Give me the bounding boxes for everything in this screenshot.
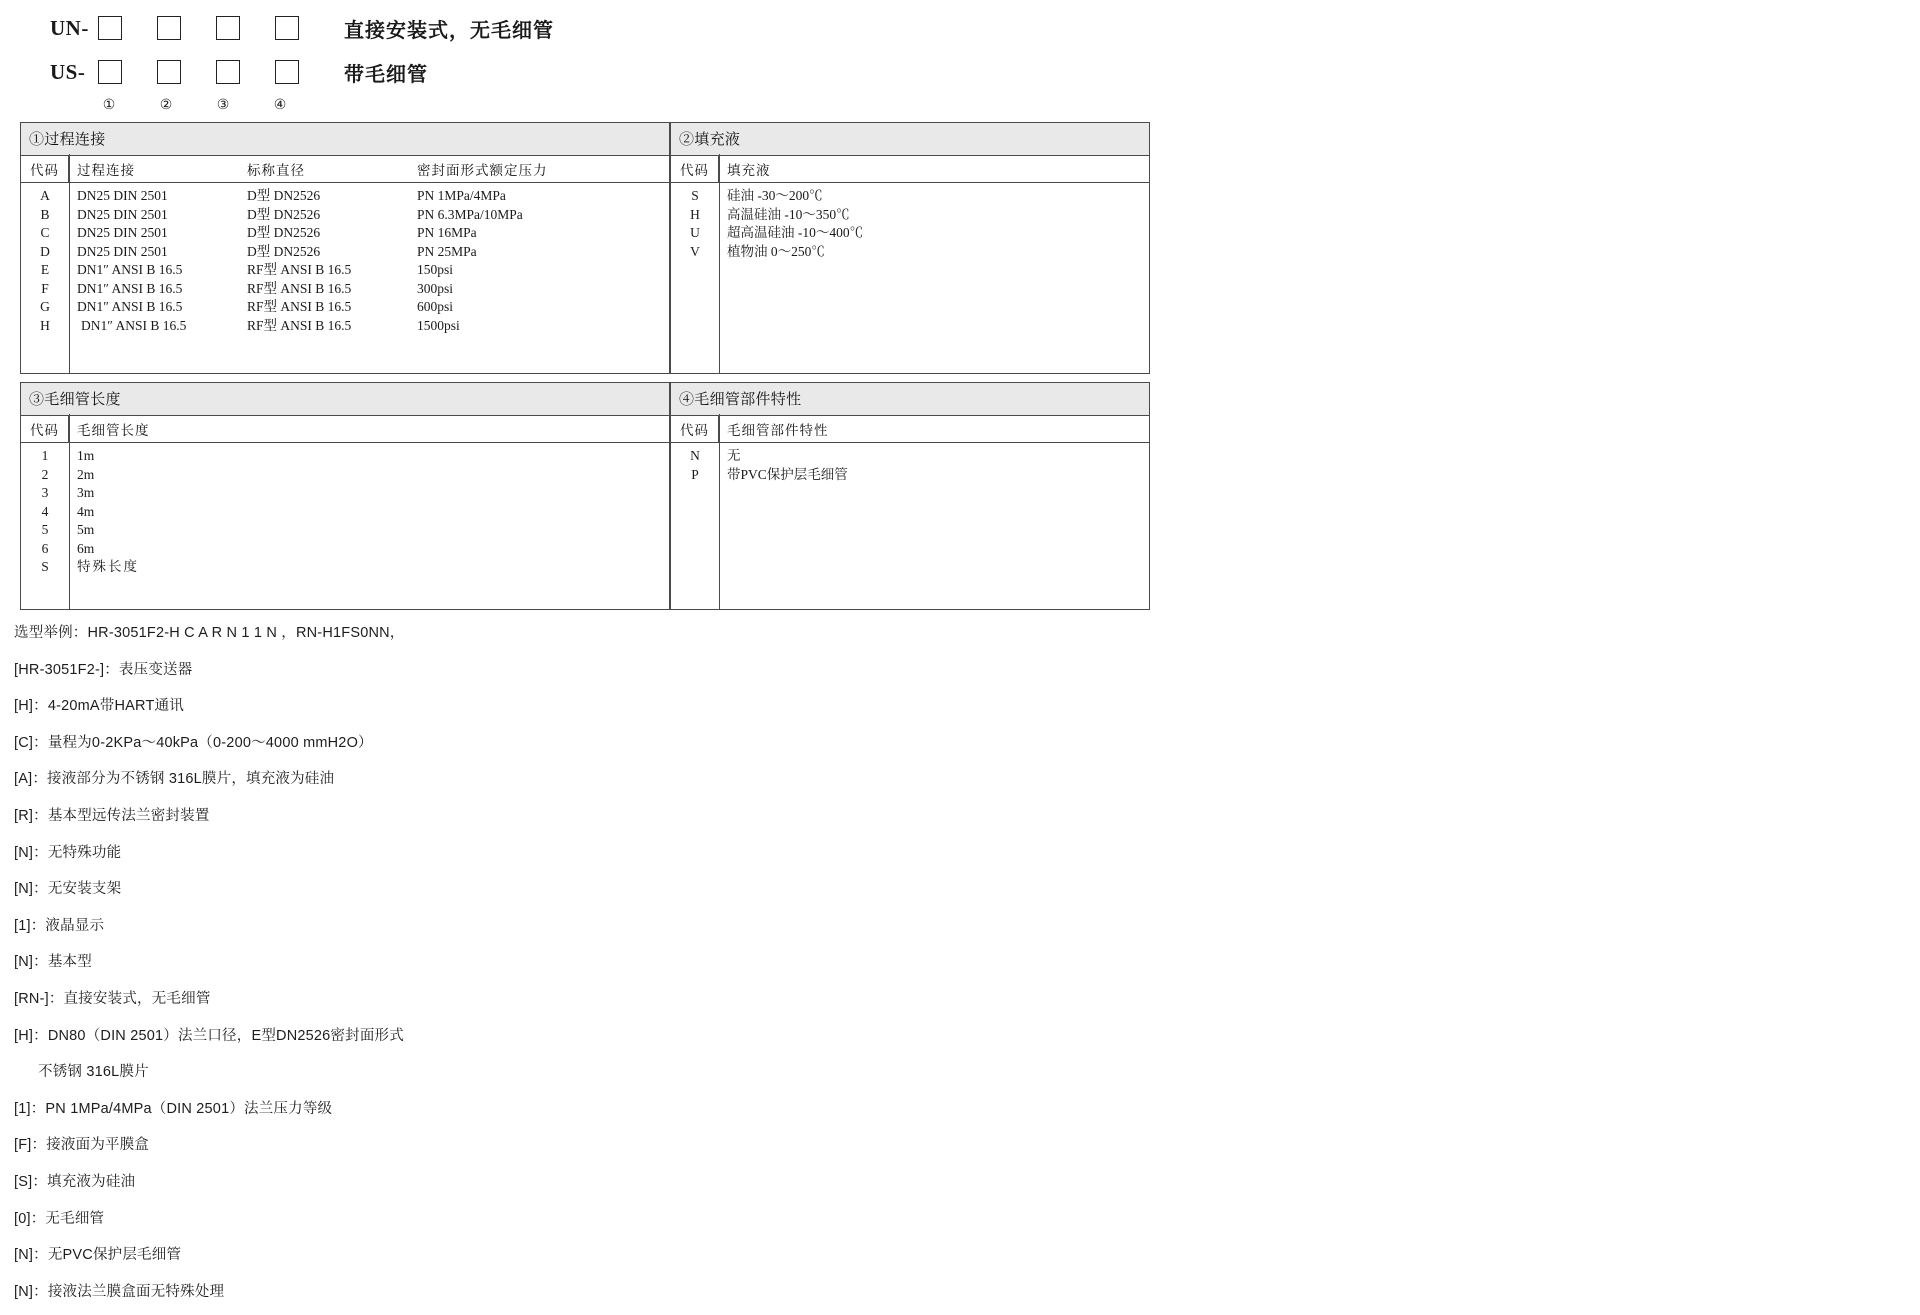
example-line: [N]：接液法兰膜盒面无特殊处理 [14,1283,225,1300]
col-header-length: 毛细管长度 [77,423,150,438]
table-title-filling-liquid: ②填充液 [671,123,1149,156]
model-code-row-us [50,50,554,94]
example-line: [0]：无毛细管 [14,1210,105,1227]
cell-diameter: RF型 ANSI B 16.5 [247,262,352,277]
table-capillary-parts [670,382,1150,610]
selection-example-block [14,615,914,1310]
code-marker-4: ④ [273,96,287,112]
code-box-un-2[interactable] [157,16,181,40]
table-filling-liquid [670,122,1150,374]
table-row [671,447,1149,466]
model-code-row-un [50,6,554,50]
cell-connection: DN1″ ANSI B 16.5 [77,299,183,314]
table-row [21,317,669,336]
cell-code: E [40,262,50,277]
table-row [21,243,669,262]
code-box-un-3[interactable] [216,16,240,40]
cell-diameter: D型 DN2526 [247,206,321,222]
table-row [21,558,669,577]
cell-diameter: RF型 ANSI B 16.5 [247,317,352,333]
cell-diameter: D型 DN2526 [247,225,321,240]
table-process-connection [20,122,670,374]
example-line: [N]：无安装支架 [14,881,122,898]
table-body-capillary-parts [671,443,1149,484]
cell-length: 特殊长度 [77,559,139,574]
table-row [21,447,669,466]
col-header-code: 代码 [21,156,69,182]
example-line: [RN-]：直接安装式，无毛细管 [14,990,211,1007]
table-title-capillary-length: ③毛细管长度 [21,383,669,416]
code-box-us-2[interactable] [157,60,181,84]
example-line: [N]：无特殊功能 [14,844,122,861]
col-header-code: 代码 [671,156,719,182]
table-header-capillary-length [21,416,669,443]
cell-code: P [691,466,699,482]
col-header-diameter: 标称直径 [247,163,305,178]
cell-seal: PN 16MPa [417,225,477,240]
code-marker-3: ③ [216,96,230,112]
col-header-code: 代码 [21,416,69,442]
table-header-process-connection [21,156,669,183]
code-marker-2: ② [159,96,173,112]
example-line: [R]：基本型远传法兰密封装置 [14,807,210,824]
cell-length: 3m [77,485,95,500]
cell-seal: PN 6.3MPa/10MPa [417,206,523,222]
cell-filling: 植物油 0～250℃ [727,243,825,259]
cell-code: H [690,206,700,222]
code-box-un-4[interactable] [275,16,299,40]
cell-connection: DN25 DIN 2501 [77,206,168,222]
table-header-capillary-parts [671,416,1149,443]
cell-code: N [690,448,700,463]
example-line: [S]：填充液为硅油 [14,1173,136,1190]
table-capillary-length [20,382,670,610]
col-header-seal: 密封面形式额定压力 [417,163,548,178]
cell-filling: 超高温硅油 -10～400℃ [727,225,864,240]
cell-length: 1m [77,448,95,463]
cell-code: G [40,299,50,314]
table-body-capillary-length [21,443,669,577]
cell-connection: DN1″ ANSI B 16.5 [77,262,183,277]
table-row [21,484,669,503]
cell-diameter: RF型 ANSI B 16.5 [247,280,352,296]
table-row [21,261,669,280]
cell-code: H [40,317,50,333]
table-divider [69,154,70,373]
table-row [21,224,669,243]
cell-code: 3 [41,485,49,500]
col-header-filling: 填充液 [727,163,771,178]
model-prefix-un: UN- [50,15,89,40]
cell-code: 1 [41,448,49,463]
cell-connection: DN25 DIN 2501 [77,243,168,259]
cell-parts: 带PVC保护层毛细管 [727,466,848,482]
code-boxes-un [98,16,334,40]
cell-connection: DN1″ ANSI B 16.5 [81,317,187,333]
table-row [21,206,669,225]
table-row [671,206,1149,225]
example-line: [1]：PN 1MPa/4MPa（DIN 2501）法兰压力等级 [14,1100,333,1117]
example-line: [N]：基本型 [14,954,92,971]
table-divider [69,414,70,609]
table-row [21,540,669,559]
example-line: [A]：接液部分为不锈钢 316L膜片，填充液为硅油 [14,771,335,788]
table-divider [719,414,720,609]
cell-filling: 硅油 -30～200℃ [727,188,823,203]
example-line: [1]：液晶显示 [14,917,105,934]
example-line: [N]：无PVC保护层毛细管 [14,1247,182,1264]
table-body-process-connection [21,183,669,335]
example-line: [C]：量程为0-2KPa～40kPa（0-200～4000 mmH2O） [14,734,373,751]
cell-parts: 无 [727,448,741,463]
table-title-capillary-parts: ④毛细管部件特性 [671,383,1149,416]
code-box-us-3[interactable] [216,60,240,84]
cell-connection: DN25 DIN 2501 [77,188,168,203]
table-row [21,280,669,299]
cell-code: S [691,188,699,203]
cell-length: 2m [77,466,95,482]
table-header-filling-liquid [671,156,1149,183]
cell-code: 6 [41,540,49,556]
table-row [671,224,1149,243]
example-line: [HR-3051F2-]：表压变送器 [14,661,193,678]
cell-diameter: RF型 ANSI B 16.5 [247,299,352,314]
cell-diameter: D型 DN2526 [247,188,321,203]
table-row [21,187,669,206]
table-body-filling-liquid [671,183,1149,261]
cell-seal: 300psi [417,280,454,296]
example-intro: 选型举例：HR-3051F2-H C A R N 1 1 N ，RN-H1FS0NN， [14,625,405,641]
table-title-process-connection: ①过程连接 [21,123,669,156]
code-box-us-1[interactable] [98,60,122,84]
cell-code: A [40,188,50,203]
example-line: [F]：接液面为平膜盒 [14,1137,150,1154]
model-label-us: 带毛细管 [344,63,428,86]
cell-code: F [41,280,49,296]
example-line: [H]：DN80（DIN 2501）法兰口径，E型DN2526密封面形式 [14,1027,404,1044]
model-prefix-us: US- [50,59,86,84]
cell-code: V [690,243,700,259]
cell-code: S [41,559,49,574]
table-row [21,466,669,485]
table-row [671,187,1149,206]
cell-seal: 600psi [417,299,454,314]
example-line: 不锈钢 316L膜片 [38,1064,149,1081]
table-row [21,521,669,540]
cell-length: 6m [77,540,95,556]
model-label-un: 直接安装式，无毛细管 [344,19,554,42]
example-line: [H]：4-20mA带HART通讯 [14,698,184,715]
code-position-markers [98,96,554,113]
col-header-connection: 过程连接 [77,163,135,178]
cell-filling: 高温硅油 -10～350℃ [727,206,850,222]
code-box-us-4[interactable] [275,60,299,84]
cell-code: 4 [41,503,49,519]
cell-seal: 150psi [417,262,454,277]
cell-connection: DN25 DIN 2501 [77,225,168,240]
code-boxes-us [98,60,334,84]
cell-diameter: D型 DN2526 [247,243,321,259]
table-row [21,298,669,317]
cell-code: U [690,225,700,240]
cell-connection: DN1″ ANSI B 16.5 [77,280,183,296]
cell-seal: PN 25MPa [417,243,477,259]
col-header-code: 代码 [671,416,719,442]
col-header-parts: 毛细管部件特性 [727,423,829,438]
cell-code: 5 [41,522,49,537]
code-box-un-1[interactable] [98,16,122,40]
cell-seal: 1500psi [417,317,460,333]
cell-code: D [40,243,50,259]
table-divider [719,154,720,373]
cell-code: B [40,206,50,222]
table-row [671,243,1149,262]
code-marker-1: ① [102,96,116,112]
model-code-block [50,6,554,113]
cell-length: 5m [77,522,95,537]
cell-code: C [40,225,50,240]
cell-length: 4m [77,503,95,519]
cell-code: 2 [41,466,49,482]
cell-seal: PN 1MPa/4MPa [417,188,506,203]
table-row [21,503,669,522]
table-row [671,466,1149,485]
